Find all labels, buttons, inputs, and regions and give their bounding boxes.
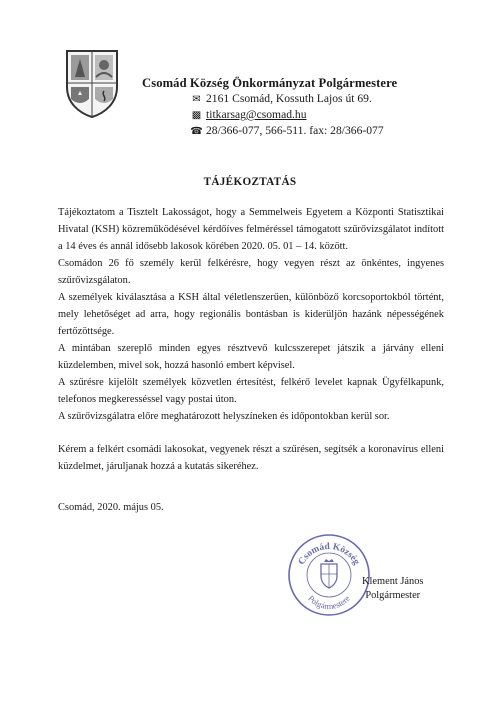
stamp-bottom-text: Polgármestere — [306, 593, 352, 612]
phone-line — [190, 123, 446, 139]
phone-text: 28/366-077, 566-511. fax: 28/366-077 — [206, 124, 384, 137]
letter-body — [58, 204, 444, 475]
svg-text:Polgármestere — [306, 593, 352, 611]
paragraph-request: Kérem a felkért csomádi lakosokat, vegyenek részt a szűrésen, segítsék a koronavírus elleni küzdelmet, járuljanak hozzá a kutatás sikeréhez. — [58, 444, 444, 472]
paragraph-selection: A személyek kiválasztása a KSH által véletlenszerűen, különböző korcsoportokból történt, mely lehetőséget ad arra, hogy regionális bontásban is kiderüljön hazánk népességének fertőzöttsége. — [58, 292, 444, 337]
paragraph-role: A mintában szereplő minden egyes résztvevő kulcsszerepet játszik a járvány elleni küzdelemben, mivel sok, hozzá hasonló embert képvisel. — [58, 343, 444, 371]
letterhead — [142, 76, 446, 139]
envelope-icon: ✉ — [192, 94, 201, 105]
svg-text:Csomád Község — [297, 542, 361, 567]
address-text: 2161 Csomád, Kossuth Lajos út 69. — [206, 92, 372, 105]
paragraph-intro: Tájékoztatom a Tisztelt Lakosságot, hogy a Semmelweis Egyetem a Központi Statisztikai Hivatal (KSH) közreműködésével kérdőíves felméréssel támogatott szűrővizsgálatot indított a 14 éves és annál idősebb lakosok körében 2020. 05. 01 – 14. között. — [58, 207, 444, 252]
coat-of-arms-icon — [63, 47, 121, 119]
paragraph-schedule: A szűrővizsgálatra előre meghatározott helyszíneken és időpontokban kerül sor. — [58, 411, 390, 422]
organization-name: Csomád Község Önkormányzat Polgármestere — [142, 76, 398, 90]
address-line — [190, 91, 446, 107]
paragraph-notification: A szűrésre kijelölt személyek közvetlen értesítést, felkérő levelet kapnak Ügyfélkapunk, telefonos megkeresséssel vagy postai úton. — [58, 377, 444, 405]
signer-role: Polgármester — [365, 590, 421, 601]
email-link[interactable]: titkarsag@csomad.hu — [206, 108, 307, 121]
letter-date: Csomád, 2020. május 05. — [58, 502, 164, 513]
telephone-icon: ☎ — [190, 126, 203, 137]
paragraph-participants: Csomádon 26 fő személy kerül felkérésre, hogy vegyen részt az önkéntes, ingyenes szűrővizsgálaton. — [58, 258, 444, 286]
document-title: TÁJÉKOZTATÁS — [203, 176, 297, 188]
signature-block — [362, 575, 423, 603]
stamp-top-text: Csomád Község — [296, 541, 362, 567]
signer-name: Klement János — [362, 576, 424, 587]
computer-icon: ▩ — [191, 110, 202, 121]
official-stamp — [286, 532, 372, 618]
email-line — [190, 107, 446, 123]
